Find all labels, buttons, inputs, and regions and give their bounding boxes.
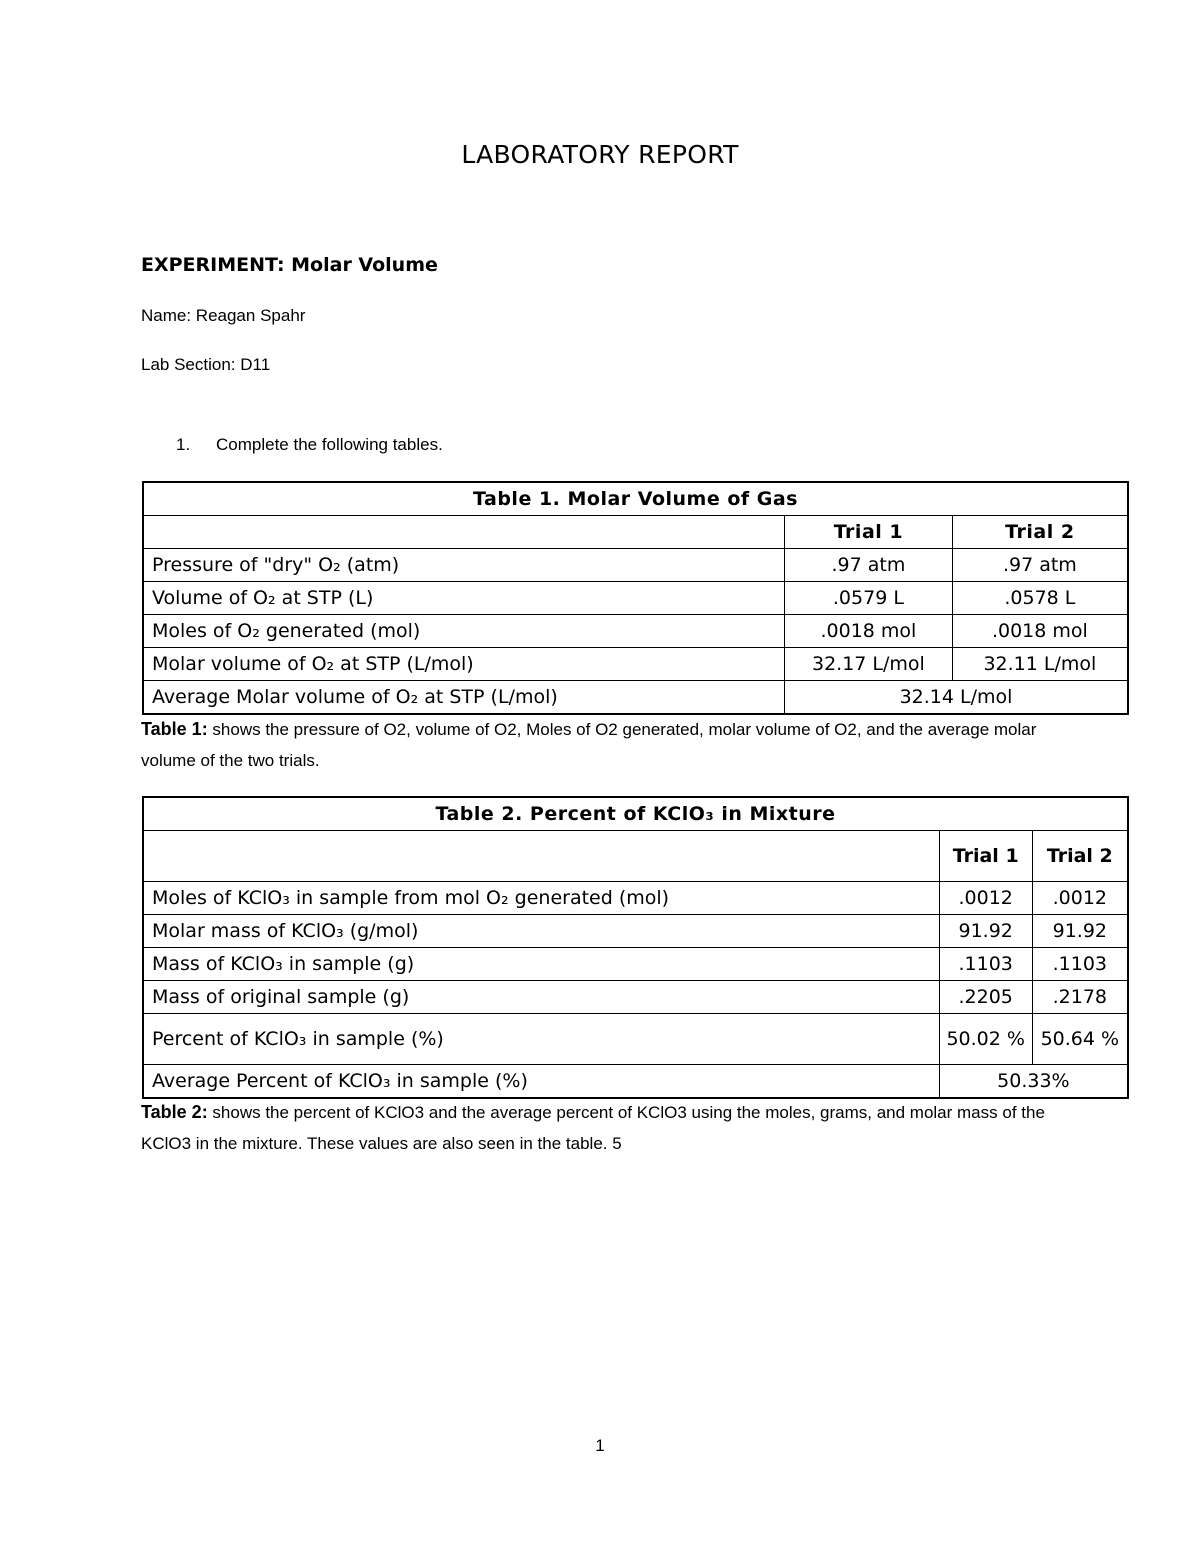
- trial1-value: .2205: [939, 981, 1032, 1014]
- table-row: [143, 948, 1128, 981]
- table-row: [143, 915, 1128, 948]
- row-label: Moles of KClO₃ in sample from mol O₂ generated (mol): [143, 882, 939, 915]
- trial1-value: .0018 mol: [785, 615, 953, 648]
- trial2-value: 50.64 %: [1032, 1014, 1128, 1065]
- trial2-value: .2178: [1032, 981, 1128, 1014]
- average-value: 32.14 L/mol: [785, 681, 1128, 715]
- table2-header-blank: [143, 831, 939, 882]
- table-row: [143, 648, 1128, 681]
- table-row: [143, 882, 1128, 915]
- lab-section: Lab Section: D11: [141, 355, 271, 374]
- trial1-value: .97 atm: [785, 549, 953, 582]
- table-row-average: [143, 1065, 1128, 1099]
- average-label: Average Molar volume of O₂ at STP (L/mol): [143, 681, 785, 715]
- table-row: [143, 615, 1128, 648]
- table2-header-trial2: Trial 2: [1032, 831, 1128, 882]
- row-label: Mass of KClO₃ in sample (g): [143, 948, 939, 981]
- table1-title: Table 1. Molar Volume of Gas: [143, 482, 1128, 516]
- instruction-item: [176, 435, 443, 455]
- table2-caption: [141, 1097, 1061, 1159]
- trial2-value: .1103: [1032, 948, 1128, 981]
- table2-caption-label: Table 2:: [141, 1102, 208, 1122]
- table1-caption-label: Table 1:: [141, 719, 208, 739]
- trial1-value: .0012: [939, 882, 1032, 915]
- table-row-average: [143, 681, 1128, 715]
- table1-header-trial2: Trial 2: [952, 516, 1128, 549]
- page-number: 1: [595, 1436, 605, 1455]
- table-row: [143, 549, 1128, 582]
- trial2-value: .0578 L: [952, 582, 1128, 615]
- trial2-value: .0018 mol: [952, 615, 1128, 648]
- average-label: Average Percent of KClO₃ in sample (%): [143, 1065, 939, 1099]
- trial2-value: 91.92: [1032, 915, 1128, 948]
- page-title: LABORATORY REPORT: [461, 140, 739, 169]
- row-label: Molar volume of O₂ at STP (L/mol): [143, 648, 785, 681]
- table-percent-kclo3: [142, 796, 1129, 1099]
- table1-header-blank: [143, 516, 785, 549]
- table1-caption: [141, 714, 1061, 776]
- row-label: Molar mass of KClO₃ (g/mol): [143, 915, 939, 948]
- instruction-text: Complete the following tables.: [216, 435, 443, 454]
- trial2-value: .97 atm: [952, 549, 1128, 582]
- row-label: Moles of O₂ generated (mol): [143, 615, 785, 648]
- trial1-value: .1103: [939, 948, 1032, 981]
- row-label: Volume of O₂ at STP (L): [143, 582, 785, 615]
- row-label: Percent of KClO₃ in sample (%): [143, 1014, 939, 1065]
- average-value: 50.33%: [939, 1065, 1128, 1099]
- trial2-value: 32.11 L/mol: [952, 648, 1128, 681]
- trial2-value: .0012: [1032, 882, 1128, 915]
- table-molar-volume: [142, 481, 1129, 715]
- trial1-value: 32.17 L/mol: [785, 648, 953, 681]
- instruction-number: 1.: [176, 435, 191, 454]
- table2-caption-text: shows the percent of KClO3 and the average percent of KClO3 using the moles, grams, and molar mass of the KClO3 in the mixture. These values are also seen in the table. 5: [141, 1103, 1045, 1153]
- table-row: [143, 1014, 1128, 1065]
- table2-header-trial1: Trial 1: [939, 831, 1032, 882]
- trial1-value: 91.92: [939, 915, 1032, 948]
- table1-caption-text: shows the pressure of O2, volume of O2, Moles of O2 generated, molar volume of O2, and the average molar volume of the two trials.: [141, 720, 1037, 770]
- experiment-heading: EXPERIMENT: Molar Volume: [141, 254, 438, 276]
- table-row: [143, 981, 1128, 1014]
- row-label: Pressure of "dry" O₂ (atm): [143, 549, 785, 582]
- row-label: Mass of original sample (g): [143, 981, 939, 1014]
- trial1-value: .0579 L: [785, 582, 953, 615]
- table1-header-trial1: Trial 1: [785, 516, 953, 549]
- table2-title: Table 2. Percent of KClO₃ in Mixture: [143, 797, 1128, 831]
- table-row: [143, 582, 1128, 615]
- student-name: Name: Reagan Spahr: [141, 306, 306, 325]
- trial1-value: 50.02 %: [939, 1014, 1032, 1065]
